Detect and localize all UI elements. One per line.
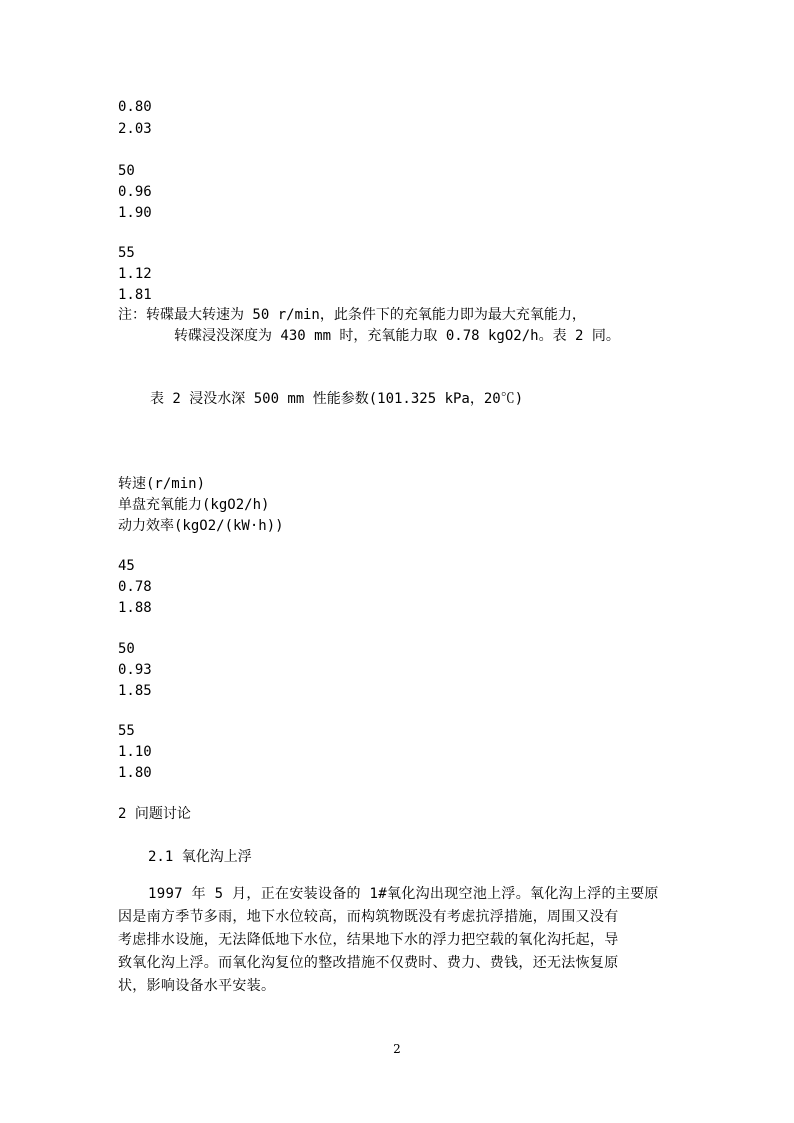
table2-cell: 0.93 [118,662,152,678]
page-number: 2 [393,1042,401,1056]
table1-cell: 2.03 [118,121,152,137]
paragraph-line: 考虑排水设施，无法降低地下水位，结果地下水的浮力把空载的氧化沟托起，导 [118,932,619,948]
table2-cell: 1.88 [118,600,152,616]
table1-cell: 0.96 [118,184,152,200]
table2-cell: 1.10 [118,744,152,760]
table2-cell: 55 [118,723,135,739]
body-paragraph [118,883,678,998]
table1-cell: 0.80 [118,99,152,115]
table2-cell: 50 [118,641,135,657]
table2-cell: 0.78 [118,579,152,595]
table-note-line2: 转碟浸没深度为 430 mm 时，充氧能力取 0.78 kgO2/h。表 2 同。 [174,328,620,344]
table2-cell: 45 [118,558,135,574]
table2-header: 动力效率(kgO2/(kW·h)) [118,518,284,534]
table1-cell: 55 [118,245,135,261]
section-heading: 2 问题讨论 [118,806,191,822]
table-note-line1: 注：转碟最大转速为 50 r/min，此条件下的充氧能力即为最大充氧能力， [118,307,586,323]
table2-caption: 表 2 浸没水深 500 mm 性能参数(101.325 kPa，20℃) [150,391,524,407]
paragraph-line: 状，影响设备水平安装。 [118,978,276,994]
table1-cell: 1.12 [118,266,152,282]
table2-cell: 1.85 [118,683,152,699]
table2-header: 转速(r/min) [118,476,206,492]
table1-cell: 1.81 [118,287,152,303]
paragraph-line: 1997 年 5 月，正在安装设备的 1#氧化沟出现空池上浮。氧化沟上浮的主要原 [148,886,659,902]
paragraph-line: 致氧化沟上浮。而氧化沟复位的整改措施不仅费时、费力、费钱，还无法恢复原 [118,955,619,971]
table1-cell: 50 [118,163,135,179]
paragraph-line: 因是南方季节多雨，地下水位较高，而构筑物既没有考虑抗浮措施，周围又没有 [118,909,619,925]
table2-header: 单盘充氧能力(kgO2/h) [118,497,270,513]
subsection-heading: 2.1 氧化沟上浮 [148,849,252,865]
table2-cell: 1.80 [118,765,152,781]
table1-cell: 1.90 [118,205,152,221]
